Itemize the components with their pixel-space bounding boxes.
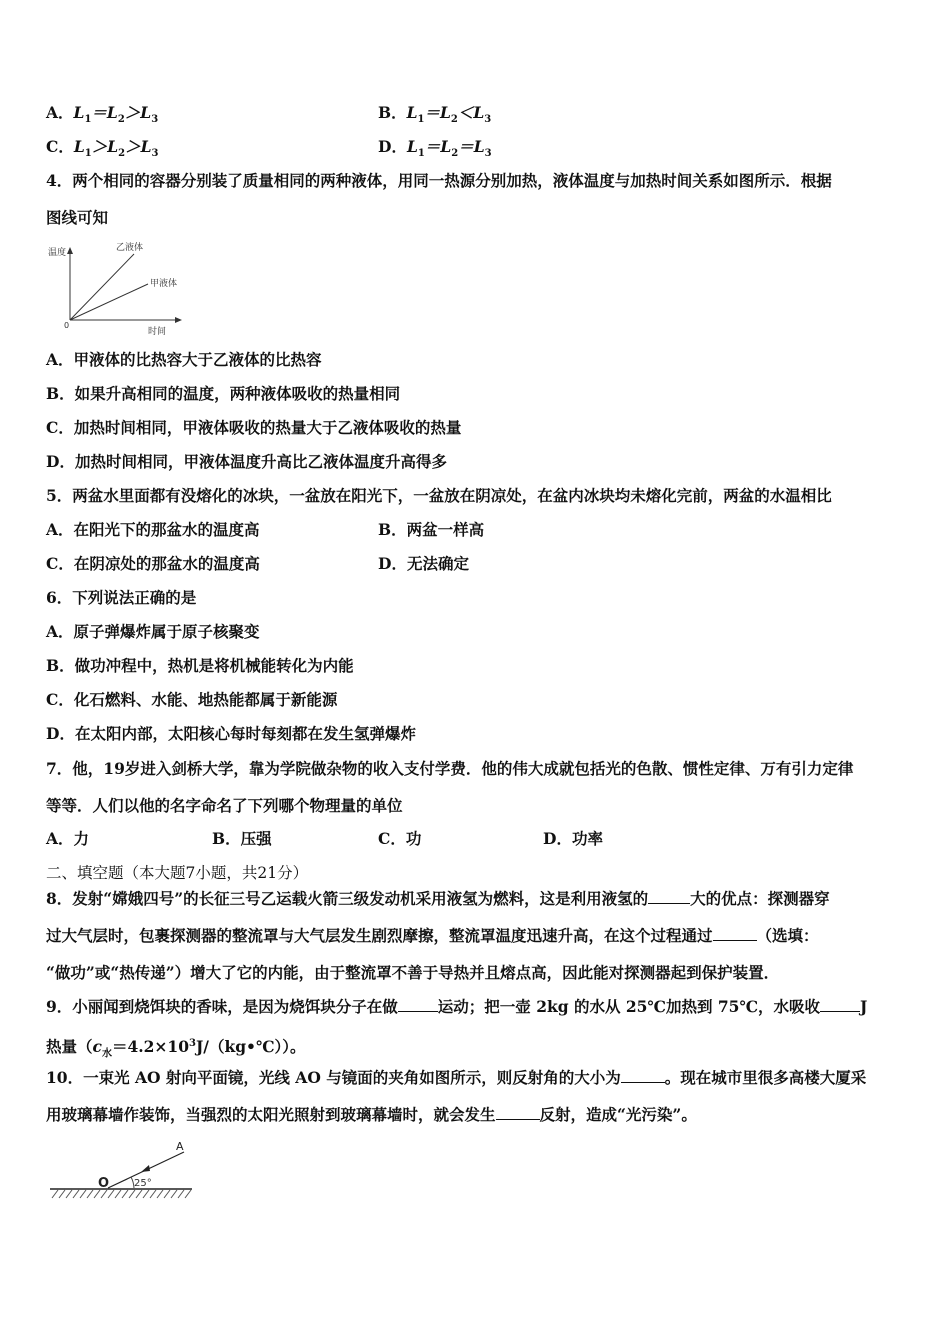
section-heading-fill-in: 二、填空题（本大题7小题，共21分） — [46, 864, 309, 882]
q7-stem-line1: 7．他，19岁进入剑桥大学，靠为学院做杂物的收入支付学费．他的伟大成就包括光的色散、惯性定律、万有引力定律 — [46, 759, 854, 778]
q9-line2: 热量$(c_水=4.2\times 10^3J/(kg•℃))$。 — [46, 1037, 306, 1060]
graph-xlabel: 时间 — [148, 327, 167, 336]
ray-arrow — [141, 1165, 150, 1172]
q8-line2 — [46, 926, 819, 946]
q5-option-d: D．无法确定 — [378, 554, 469, 573]
q5-option-a: A．在阳光下的那盆水的温度高 — [46, 520, 260, 539]
mirror-figure — [46, 1140, 196, 1206]
angle-label: 25° — [134, 1178, 152, 1189]
q9-line1-b: 运动；把一壶 2kg 的水从 25℃加热到 75℃，水吸收 — [437, 997, 821, 1016]
q7-option-b: B．压强 — [212, 829, 272, 848]
q8-blank-2[interactable] — [713, 926, 757, 941]
q4-option-c: C．加热时间相同，甲液体吸收的热量大于乙液体吸收的热量 — [46, 418, 462, 437]
graph-ylabel: 温度 — [48, 248, 67, 258]
q7-option-c: C．功 — [378, 829, 422, 848]
q9-line1 — [46, 997, 867, 1017]
q9-blank-1[interactable] — [398, 997, 438, 1012]
temperature-time-graph — [44, 238, 184, 336]
graph-origin: 0 — [64, 321, 70, 330]
q4-stem-line2: 图线可知 — [46, 208, 109, 227]
q5-option-c: C．在阴凉处的那盆水的温度高 — [46, 554, 260, 573]
q8-line2-a: 过大气层时，包裹探测器的整流罩与大气层发生剧烈摩擦，整流罩温度迅速升高，在这个过程通过 — [46, 926, 713, 945]
point-o-label: O — [98, 1176, 110, 1191]
q7-option-d: D．功率 — [543, 829, 603, 848]
graph-label-jia: 甲液体 — [150, 279, 178, 289]
q4-option-a: A．甲液体的比热容大于乙液体的比热容 — [46, 350, 322, 369]
q10-line1 — [46, 1068, 866, 1088]
q6-option-b: B．做功冲程中，热机是将机械能转化为内能 — [46, 656, 354, 675]
q9-blank-2[interactable] — [820, 997, 860, 1012]
q6-option-d: D．在太阳内部，太阳核心每时每刻都在发生氢弹爆炸 — [46, 724, 416, 743]
q10-line1-a: 10．一束光 AO 射向平面镜，光线 AO 与镜面的夹角如图所示，则反射角的大小为 — [46, 1068, 621, 1087]
q4-option-b: B．如果升高相同的温度，两种液体吸收的热量相同 — [46, 384, 401, 403]
q3-option-b: B．$L_1=L_2<L_3$ — [378, 103, 492, 126]
q3-option-d: D．$L_1=L_2=L_3$ — [378, 137, 492, 160]
q8-line2-b: （选填： — [756, 926, 819, 945]
line-yi-liquid — [70, 254, 134, 320]
q6-option-c: C．化石燃料、水能、地热能都属于新能源 — [46, 690, 338, 709]
line-jia-liquid — [70, 284, 148, 320]
q4-option-d: D．加热时间相同，甲液体温度升高比乙液体温度升高得多 — [46, 452, 447, 471]
q8-blank-1[interactable] — [648, 889, 690, 904]
q8-line1-b: 大的优点：探测器穿 — [690, 889, 830, 908]
point-a-label: A — [176, 1140, 184, 1153]
q10-line1-b: 。现在城市里很多高楼大厦采 — [664, 1068, 867, 1087]
q8-line1-a: 8．发射“嫦娥四号”的长征三号乙运载火箭三级发动机采用液氢为燃料，这是利用液氢的 — [46, 889, 649, 908]
q10-blank-1[interactable] — [621, 1068, 665, 1083]
q9-line1-c: J — [860, 997, 868, 1016]
q7-option-a: A．力 — [46, 829, 90, 848]
q10-line2 — [46, 1105, 697, 1125]
q3-option-c: C．$L_1>L_2>L_3$ — [46, 137, 159, 160]
q8-line1 — [46, 889, 830, 909]
q5-stem: 5．两盆水里面都有没熔化的冰块，一盆放在阳光下，一盆放在阴凉处，在盆内冰块均未熔化完前，两盆的水温相比 — [46, 486, 832, 505]
q8-line3: “做功”或“热传递”）增大了它的内能，由于整流罩不善于导热并且熔点高，因此能对探测器起到保护装置． — [46, 963, 780, 982]
q9-line1-a: 9．小丽闻到烧饵块的香味，是因为烧饵块分子在做 — [46, 997, 398, 1016]
q3-option-a: A．$L_1=L_2>L_3$ — [46, 103, 159, 126]
q4-stem-line1: 4．两个相同的容器分别装了质量相同的两种液体，用同一热源分别加热，液体温度与加热时间关系如图所示．根据 — [46, 171, 832, 190]
q6-option-a: A．原子弹爆炸属于原子核聚变 — [46, 622, 260, 641]
q7-stem-line2: 等等．人们以他的名字命名了下列哪个物理量的单位 — [46, 796, 403, 815]
q10-line2-a: 用玻璃幕墙作装饰，当强烈的太阳光照射到玻璃幕墙时，就会发生 — [46, 1105, 496, 1124]
q10-line2-b: 反射，造成“光污染”。 — [539, 1105, 697, 1124]
q10-blank-2[interactable] — [496, 1105, 540, 1120]
graph-label-yi: 乙液体 — [116, 243, 144, 253]
q5-option-b: B．两盆一样高 — [378, 520, 485, 539]
q6-stem: 6．下列说法正确的是 — [46, 588, 197, 607]
